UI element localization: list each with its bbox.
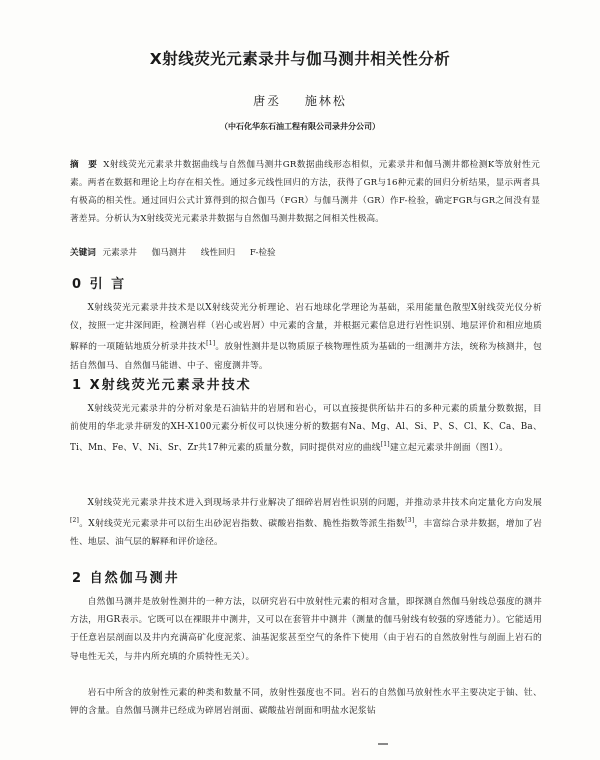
paragraph: X射线荧光元素录井技术是以X射线荧光分析理论、岩石地球化学理论为基础，采用能量色散型X射线荧光仪分析仪，按照一定井深间距，检测岩样（岩心或岩屑）中元素的含量，并根据元素信息进行岩性识别、地层评价和相应地质解释的一项随钻地质分析录井技术[1]。放射性测井是以物质原子核物理性质为基础的一组测井方法，统称为核测井，包括自然伽马、自然伽马能谱、中子、密度测井等。 [70, 303, 542, 371]
paper-title: X射线荧光元素录井与伽马测井相关性分析 [149, 50, 451, 68]
section-heading: 0 引 言 [72, 277, 127, 292]
citation: [2] [70, 517, 80, 525]
citation: [1] [380, 441, 390, 449]
abstract-label: 摘 要 [70, 160, 98, 170]
keyword: 伽马测井 [151, 248, 187, 258]
scan-mark [378, 743, 388, 745]
paragraph: X射线荧光元素录井的分析对象是石油钻井的岩屑和岩心，可以直接提供所钻井石的多种元素的质量分数数据，目前使用的华北录井研发的XH-X100元素分析仪可以快速分析的数据有Na、Mg、Al、Si、P、S、Cl、K、Ca、Ba、Ti、Mn、Fe、V、Ni、Sr、Zr共17种元素的质量分数，同时提供对应的曲线[1]建立起元素录井剖面（图1）。 [70, 404, 542, 454]
paragraph: 岩石中所含的放射性元素的种类和数量不同，放射性强度也不同。岩石的自然伽马放射性水平主要决定于铀、钍、钾的含量。自然伽马测井已经成为碎屑岩剖面、碳酸盐岩剖面和明盐水泥浆钻 [70, 688, 542, 717]
citation: [3] [405, 517, 415, 525]
authors: 唐丞 施林松 [253, 94, 347, 108]
paragraph: X射线荧光元素录井技术进入到现场录井行业解决了细碎岩屑岩性识别的问题，并推动录井技术向定量化方向发展[2]。X射线荧光元素录井可以衍生出砂泥岩指数、碳酸岩指数、脆性指数等派生指数[3]，丰富综合录井数据，增加了岩性、地层、油气层的解释和评价途径。 [70, 498, 542, 548]
abstract-text: X射线荧光元素录井数据曲线与自然伽马测井GR数据曲线形态相似，元素录井和伽马测井都检测K等放射性元素。两者在数据和理论上均存在相关性。通过多元线性回归的方法，获得了GR与16种元素的回归分析结果，显示两者具有极高的相关性。通过回归公式计算得到的拟合伽马（FGR）与伽马测井（GR）作F-检验，确定FGR与GR之间没有显著差异。分析认为X射线荧光元素录井数据与自然伽马测井数据之间相关性极高。 [70, 160, 540, 224]
keyword: 元素录井 [102, 248, 137, 258]
citation: [1] [206, 340, 216, 348]
keywords-label: 关键词 [70, 248, 96, 258]
keyword: F-检验 [249, 248, 276, 258]
abstract [70, 156, 540, 228]
paragraph: 自然伽马测井是放射性测井的一种方法，以研究岩石中放射性元素的相对含量，即探测自然伽马射线总强度的测井方法，用GR表示。它既可以在裸眼井中测井，又可以在套管井中测井（测量的伽马射线有较强的穿透能力）。它能适用于任意岩层剖面以及井内充满高矿化度泥浆、油基泥浆甚至空气的条件下使用（由于岩石的自然放射性与剖面上岩石的导电性无关，与井内所充填的介质特性无关）。 [70, 597, 542, 662]
section-heading: 2 自然伽马测井 [72, 571, 180, 586]
keywords [70, 246, 288, 258]
keyword: 线性回归 [200, 248, 236, 258]
affiliation: （中石化华东石油工程有限公司录井分公司） [220, 122, 380, 131]
section-heading: 1 X射线荧光元素录井技术 [72, 378, 252, 393]
